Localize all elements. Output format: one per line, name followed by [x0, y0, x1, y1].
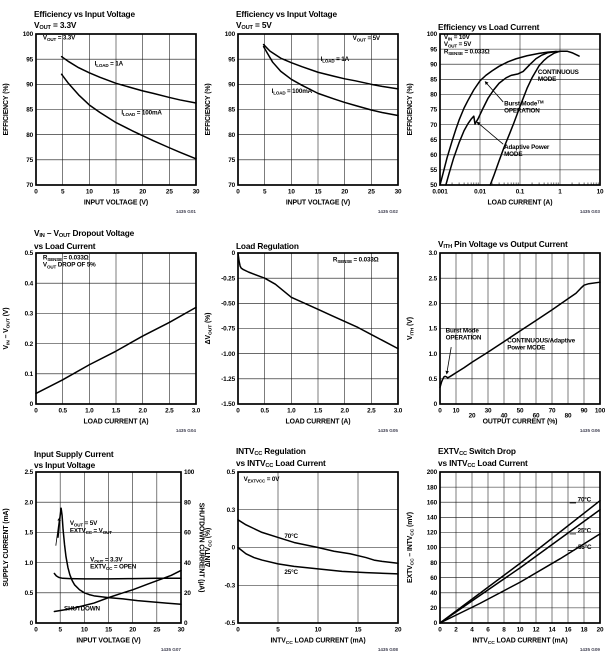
annotation-vout-3-3v [90, 556, 137, 571]
annotation-25-c [284, 568, 298, 576]
annotation-burst-modetm [504, 99, 544, 114]
y-tick-label: 2.0 [428, 300, 437, 308]
x-tick-label: 40 [500, 412, 508, 420]
y2-tick-label: 20 [184, 590, 191, 597]
y-axis-label: EFFICIENCY (%) [205, 83, 212, 136]
x-tick-label: 25 [153, 626, 161, 634]
y-axis-label: EFFICIENCY (%) [407, 83, 414, 136]
y-tick-label: -0.3 [224, 582, 235, 590]
x-tick-label: 15 [354, 626, 362, 634]
y-tick-label: 90 [430, 61, 437, 69]
x-tick-label: 5 [60, 188, 65, 196]
y-tick-label: 20 [430, 605, 437, 613]
x-axis-label: INPUT VOLTAGE (V) [83, 199, 149, 207]
x-tick-label: 0.5 [58, 407, 67, 415]
annotation-line: MODE [537, 75, 557, 83]
annotation-continuous-adaptive [507, 338, 575, 352]
tick-labels [225, 31, 402, 195]
annotation-line: 70°C [284, 533, 298, 541]
y-tick-label: 200 [426, 469, 437, 477]
chart-id: 1435 G09 [579, 647, 600, 652]
x-tick-label: 18 [580, 626, 588, 634]
y-tick-label: -0.50 [221, 300, 235, 308]
x-tick-label: 2.0 [138, 407, 147, 415]
x-tick-label: 10 [314, 626, 322, 634]
x-axis-label: OUTPUT CURRENT (%) [482, 418, 558, 426]
y-axis-label: $\Delta V_{OUT}$ (%) [205, 312, 214, 345]
y-tick-label: 85 [26, 106, 33, 114]
x-tick-label: 20 [596, 626, 604, 634]
y-axis-label: EFFICIENCY (%) [3, 83, 10, 136]
annotation-iload-1a [95, 61, 124, 69]
chart-title-line: $EXTV_{CC}$ Switch Drop [438, 445, 516, 457]
y-axis-label: SUPPLY CURRENT (mA) [3, 508, 10, 587]
tick-labels [225, 469, 402, 633]
x-tick-label: 0.001 [432, 188, 448, 196]
y-tick-label: 0.5 [226, 469, 235, 477]
annotation-line: 25°C [284, 568, 298, 576]
x-tick-label: 10 [516, 626, 524, 634]
chart-title-line: $V_{OUT} = 3.3V$ [34, 19, 77, 31]
x-tick-label: 0 [236, 188, 240, 196]
x-tick-label: 30 [394, 188, 402, 196]
chart-efficiency-vs-input-voltage-vout-3-3v [0, 0, 201, 219]
x-tick-label: 2.5 [367, 407, 376, 415]
x-tick-label: 0 [34, 407, 38, 415]
chart-load-regulation [202, 219, 403, 438]
y2-tick-label: 40 [184, 559, 191, 567]
x-tick-label: 0.5 [260, 407, 269, 415]
series-iload-1a [264, 45, 398, 89]
x-axis-label: $INTV_{CC}$ LOAD CURRENT (mA) [472, 637, 568, 647]
chart-input-supply-current-vs-input-voltage [0, 438, 205, 657]
annotation-vout-5v [70, 520, 112, 535]
x-tick-label: 1.0 [85, 407, 94, 415]
y-tick-label: 2.0 [24, 499, 33, 507]
tick-labels [25, 469, 195, 633]
y-tick-label: 1.0 [24, 559, 33, 567]
y-tick-label: 120 [426, 529, 437, 537]
annotation-55-c [576, 543, 592, 551]
annotation-line: $V_{OUT} = 3.3V$ [90, 556, 123, 564]
annotation-line: CONTINUOUS [537, 68, 579, 76]
x-axis-label: $INTV_{CC}$ LOAD CURRENT (mA) [270, 637, 366, 647]
y-tick-label: 80 [26, 131, 33, 139]
y-tick-label: 180 [426, 484, 437, 492]
annotation-line: MODE [504, 150, 523, 158]
annotation-continuous [538, 69, 579, 83]
x-tick-label: 8 [502, 626, 506, 634]
chart-efficiency-vs-load-current [404, 0, 605, 219]
y-tick-label: -1.50 [221, 401, 235, 409]
annotation-line: OPERATION [445, 334, 482, 342]
x-tick-label: 6 [486, 626, 490, 634]
tick-labels [23, 31, 200, 195]
annotation-line: Power MODE [507, 344, 546, 352]
x-tick-label: 20 [139, 188, 147, 196]
annotation-70-c [578, 495, 592, 503]
x-tick-label: 0 [438, 626, 442, 634]
annotation-burst-mode [446, 328, 482, 342]
x-tick-label: 70 [548, 407, 556, 415]
y-axis-label: $V_{IN} - V_{OUT}$ (V) [3, 307, 12, 350]
y-tick-label: 40 [430, 590, 437, 597]
y-tick-label: 0.5 [24, 590, 33, 597]
x-tick-label: 0 [34, 626, 38, 634]
x-tick-label: 15 [112, 188, 120, 196]
annotation-25-c [578, 526, 592, 534]
annotation-iload-100ma [121, 110, 162, 118]
annotation-line: $V_{OUT}$ DROP OF 5% [42, 261, 96, 270]
x-tick-label: 1.5 [111, 407, 121, 415]
x-axis-label: LOAD CURRENT (A) [83, 418, 149, 426]
x-tick-label: 30 [192, 188, 200, 196]
x-tick-label: 0 [236, 407, 240, 415]
chart-id: 1435 G05 [377, 428, 398, 433]
x-tick-label: 0.01 [474, 188, 486, 196]
chart-title-line: $V_{ITH}$ Pin Voltage vs Output Current [438, 238, 568, 250]
chart-title-line: vs Load Current [34, 240, 96, 251]
y2-tick-label: 100 [184, 469, 195, 477]
x-axis-label: INPUT VOLTAGE (V) [285, 199, 351, 207]
annotation-line: $V_{OUT} = 5V$ [443, 41, 472, 49]
chart-title-line: $INTV_{CC}$ Regulation [236, 445, 306, 457]
y-tick-label: 0.1 [24, 371, 33, 378]
y-tick-label: 0.3 [24, 310, 33, 318]
x-tick-label: 20 [129, 626, 137, 634]
annotation-line: $R_{SENSE} = 0.033\Omega$ [42, 254, 89, 263]
y-tick-label: 140 [426, 514, 437, 522]
x-tick-label: 100 [594, 407, 605, 415]
annotation-vin-10v [444, 34, 490, 56]
y-tick-label: 0.5 [24, 250, 33, 258]
x-tick-label: 1.0 [287, 407, 296, 415]
x-tick-label: 0 [236, 626, 240, 634]
y-tick-label: 50 [430, 182, 437, 190]
y-tick-label: 100 [426, 31, 437, 39]
annotation-arrow [447, 347, 451, 374]
x-tick-label: 5 [58, 626, 62, 634]
annotation-vextvcc-0v [244, 476, 281, 484]
y-tick-label: 65 [430, 136, 437, 144]
x-axis-label: LOAD CURRENT (A) [285, 418, 351, 426]
x-tick-label: 1.5 [313, 407, 323, 415]
y-tick-label: 80 [430, 91, 437, 99]
annotation-vout-5v [353, 35, 381, 43]
chart-title-line: Input Supply Current [34, 449, 114, 460]
y-tick-label: 0.5 [428, 376, 437, 384]
x-tick-label: 0.1 [515, 188, 525, 196]
tick-labels [221, 250, 403, 414]
y-tick-label: 0 [29, 401, 33, 409]
annotation-rsense-0-033 [333, 257, 379, 265]
y-axis-label: $EXTV_{CC}$ – $INTV_{CC}$ (mV) [407, 512, 416, 583]
annotation-arrow [477, 122, 503, 144]
x-tick-label: 14 [548, 626, 556, 634]
y-tick-label: 85 [430, 76, 437, 84]
annotation-70-c [284, 532, 298, 540]
y-tick-label: 85 [228, 106, 235, 114]
chart-id: 1435 G06 [579, 428, 600, 433]
annotation-line: $R_{SENSE} = 0.033\Omega$ [332, 256, 379, 265]
y-axis-label: $V_{ITH}$ (V) [407, 317, 416, 340]
y-tick-label: 80 [228, 131, 235, 139]
annotation-line: -55°C [576, 544, 592, 552]
chart-title-line: Efficiency vs Input Voltage [236, 9, 337, 20]
chart-title-line: vs $INTV_{CC}$ Load Current [438, 457, 528, 469]
chart-id: 1435 G03 [579, 209, 600, 214]
y-tick-label: 100 [22, 31, 33, 39]
y-tick-label: -0.75 [221, 325, 235, 333]
y-tick-label: 55 [430, 167, 437, 175]
x-tick-label: 1 [558, 188, 562, 196]
y-tick-label: -0.5 [224, 620, 235, 628]
x-tick-label: 10 [596, 188, 604, 196]
annotation-line: SHUTDOWN [64, 605, 100, 613]
x-tick-label: 3.0 [393, 407, 403, 415]
annotation-line: $I_{LOAD} = 100mA$ [121, 109, 162, 118]
chart-vin-vout-dropout-voltage-vs-load-current [0, 219, 201, 438]
annotation-line: $I_{LOAD} = 1A$ [94, 60, 124, 69]
x-tick-label: 15 [314, 188, 322, 196]
chart-title-line: $V_{OUT} = 5V$ [236, 19, 272, 31]
y-tick-label: 0 [433, 401, 437, 409]
y-tick-label: 70 [26, 182, 33, 190]
y-tick-label: 1.0 [428, 350, 437, 358]
y-tick-label: 75 [228, 157, 235, 165]
y-tick-label: 0.2 [24, 340, 33, 348]
annotation-shutdown [64, 605, 100, 612]
annotation-line: $V_{IN} = 10V$ [443, 34, 470, 42]
x-tick-label: 80 [564, 412, 572, 420]
x-tick-label: 20 [468, 412, 476, 420]
x-axis-label: INPUT VOLTAGE (V) [76, 637, 141, 645]
y-tick-label: 3.0 [428, 250, 437, 258]
x-tick-label: 10 [287, 188, 295, 196]
y-tick-label: 100 [224, 31, 235, 39]
y2-tick-label: 60 [184, 529, 191, 537]
y-tick-label: -1.25 [221, 376, 235, 384]
x-tick-label: 0 [438, 407, 442, 415]
x-tick-label: 25 [165, 188, 173, 196]
chart-id: 1435 G07 [160, 647, 181, 652]
chart-id: 1435 G08 [377, 647, 398, 652]
y2-tick-label: 80 [184, 499, 191, 507]
y-tick-label: 0.3 [226, 506, 235, 514]
gridlines [238, 34, 398, 185]
y-tick-label: 0 [433, 620, 437, 628]
x-tick-label: 15 [105, 626, 112, 634]
x-tick-label: 10 [452, 407, 460, 415]
y-tick-label: 0 [231, 544, 235, 552]
annotation-iload-100ma [272, 88, 313, 96]
y-tick-label: 0 [29, 620, 33, 628]
x-tick-label: 10 [80, 626, 88, 634]
annotation-vout-3-3v [43, 35, 76, 43]
x-tick-label: 30 [484, 407, 492, 415]
chart-title-line: $V_{IN} - V_{OUT}$ Dropout Voltage [34, 228, 135, 240]
chart-efficiency-vs-input-voltage-vout-5v [202, 0, 403, 219]
annotation-line: $R_{SENSE} = 0.033\Omega$ [443, 48, 490, 56]
annotation-line: $EXTV_{CC}$ = OPEN [90, 563, 137, 572]
y-tick-label: 60 [430, 152, 437, 159]
y-tick-label: 100 [426, 544, 437, 552]
y-tick-label: 90 [228, 81, 235, 89]
y-tick-label: 95 [26, 56, 33, 64]
y-tick-label: -0.25 [221, 275, 235, 283]
tick-labels [427, 469, 604, 633]
annotation-line: $V_{OUT} = 5V$ [69, 520, 98, 528]
y-tick-label: 75 [430, 106, 437, 114]
annotation-line: 70°C [577, 496, 592, 504]
x-tick-label: 50 [516, 407, 524, 415]
x-tick-label: 0 [34, 188, 38, 196]
chart-title-line: Load Regulation [236, 240, 299, 251]
x-tick-label: 16 [564, 626, 572, 634]
y-tick-label: 2.5 [24, 469, 33, 477]
y-tick-label: 2.5 [428, 275, 437, 283]
annotation-line: Burst Mode™ [504, 99, 544, 108]
chart-title-line: vs $INTV_{CC}$ Load Current [236, 457, 326, 469]
y-tick-label: 0.4 [24, 280, 33, 288]
chart-extvcc-switch-drop-vs-intvcc-load-current [404, 438, 605, 657]
tick-labels [25, 250, 201, 414]
annotation-line: $V_{OUT} = 3.3V$ [42, 34, 76, 43]
x-tick-label: 90 [580, 407, 588, 415]
y-axis-label: $\Delta INTV_{CC}$ (%) [205, 527, 214, 568]
gridlines [36, 34, 196, 185]
chart-id: 1435 G04 [175, 428, 196, 433]
chart-id: 1435 G01 [175, 209, 196, 214]
chart-title-line: vs Input Voltage [34, 459, 96, 470]
x-tick-label: 25 [367, 188, 375, 196]
x-tick-label: 10 [85, 188, 93, 196]
y-tick-label: 1.5 [428, 325, 437, 333]
x-tick-label: 20 [341, 188, 349, 196]
annotation-adaptive-power [504, 144, 550, 158]
x-tick-label: 60 [532, 412, 540, 420]
x-tick-label: 5 [262, 188, 267, 196]
x-tick-label: 3.0 [191, 407, 201, 415]
x-tick-label: 2.0 [340, 407, 349, 415]
y-tick-label: 70 [430, 121, 437, 129]
y-tick-label: 95 [228, 56, 235, 64]
x-tick-label: 2 [454, 626, 458, 634]
y-tick-label: 80 [430, 559, 437, 567]
y-tick-label: 90 [26, 81, 33, 89]
gridlines [238, 253, 398, 404]
annotation-line: $V_{EXTVCC} = 0V$ [243, 476, 280, 484]
annotation-line: $I_{LOAD} = 100mA$ [271, 87, 313, 96]
annotation-line: $V_{OUT} = 5V$ [352, 35, 380, 43]
annotation-line: Burst Mode [445, 327, 479, 335]
gridlines [36, 472, 181, 623]
annotation-line: CONTINUOUS/Adaptive [507, 337, 576, 345]
annotation-line: OPERATION [504, 107, 540, 115]
y-tick-label: 70 [228, 182, 235, 190]
y-tick-label: 1.5 [24, 529, 33, 537]
series-iload-1a [62, 57, 196, 103]
annotation-line: $I_{LOAD} = 1A$ [320, 56, 350, 64]
x-tick-label: 20 [394, 626, 402, 634]
y-tick-label: 160 [426, 499, 437, 507]
chart-intvcc-regulation-vs-intvcc-load-current [202, 438, 403, 657]
y-tick-label: 0 [231, 250, 235, 258]
x-tick-label: 5 [276, 626, 280, 634]
x-tick-label: 4 [470, 626, 474, 634]
chart-id: 1435 G02 [377, 209, 398, 214]
x-tick-label: 12 [532, 626, 540, 634]
chart-vith-pin-voltage-vs-output-current [404, 219, 605, 438]
series-iload-100ma [264, 47, 398, 116]
y2-axis-label: SHUTDOWN CURRENT (µA) [197, 502, 205, 593]
annotation-line: $EXTV_{CC} = V_{OUT}$ [69, 527, 112, 535]
chart-title-line: Efficiency vs Load Current [438, 21, 540, 32]
y-tick-label: 75 [26, 157, 33, 165]
x-tick-label: 30 [177, 626, 185, 634]
chart-title-line: Efficiency vs Input Voltage [34, 9, 135, 20]
annotation-iload-1a [321, 56, 350, 64]
y-tick-label: 95 [430, 46, 437, 54]
x-tick-label: 2.5 [165, 407, 174, 415]
x-axis-label: LOAD CURRENT (A) [487, 199, 553, 207]
y-tick-label: -1.00 [221, 350, 235, 358]
y-tick-label: 60 [430, 574, 437, 582]
y2-tick-label: 0 [184, 620, 188, 628]
annotation-rsense-0-033 [43, 255, 96, 270]
annotation-line: 25°C [577, 527, 592, 535]
annotation-line: Adaptive Power [504, 143, 550, 151]
